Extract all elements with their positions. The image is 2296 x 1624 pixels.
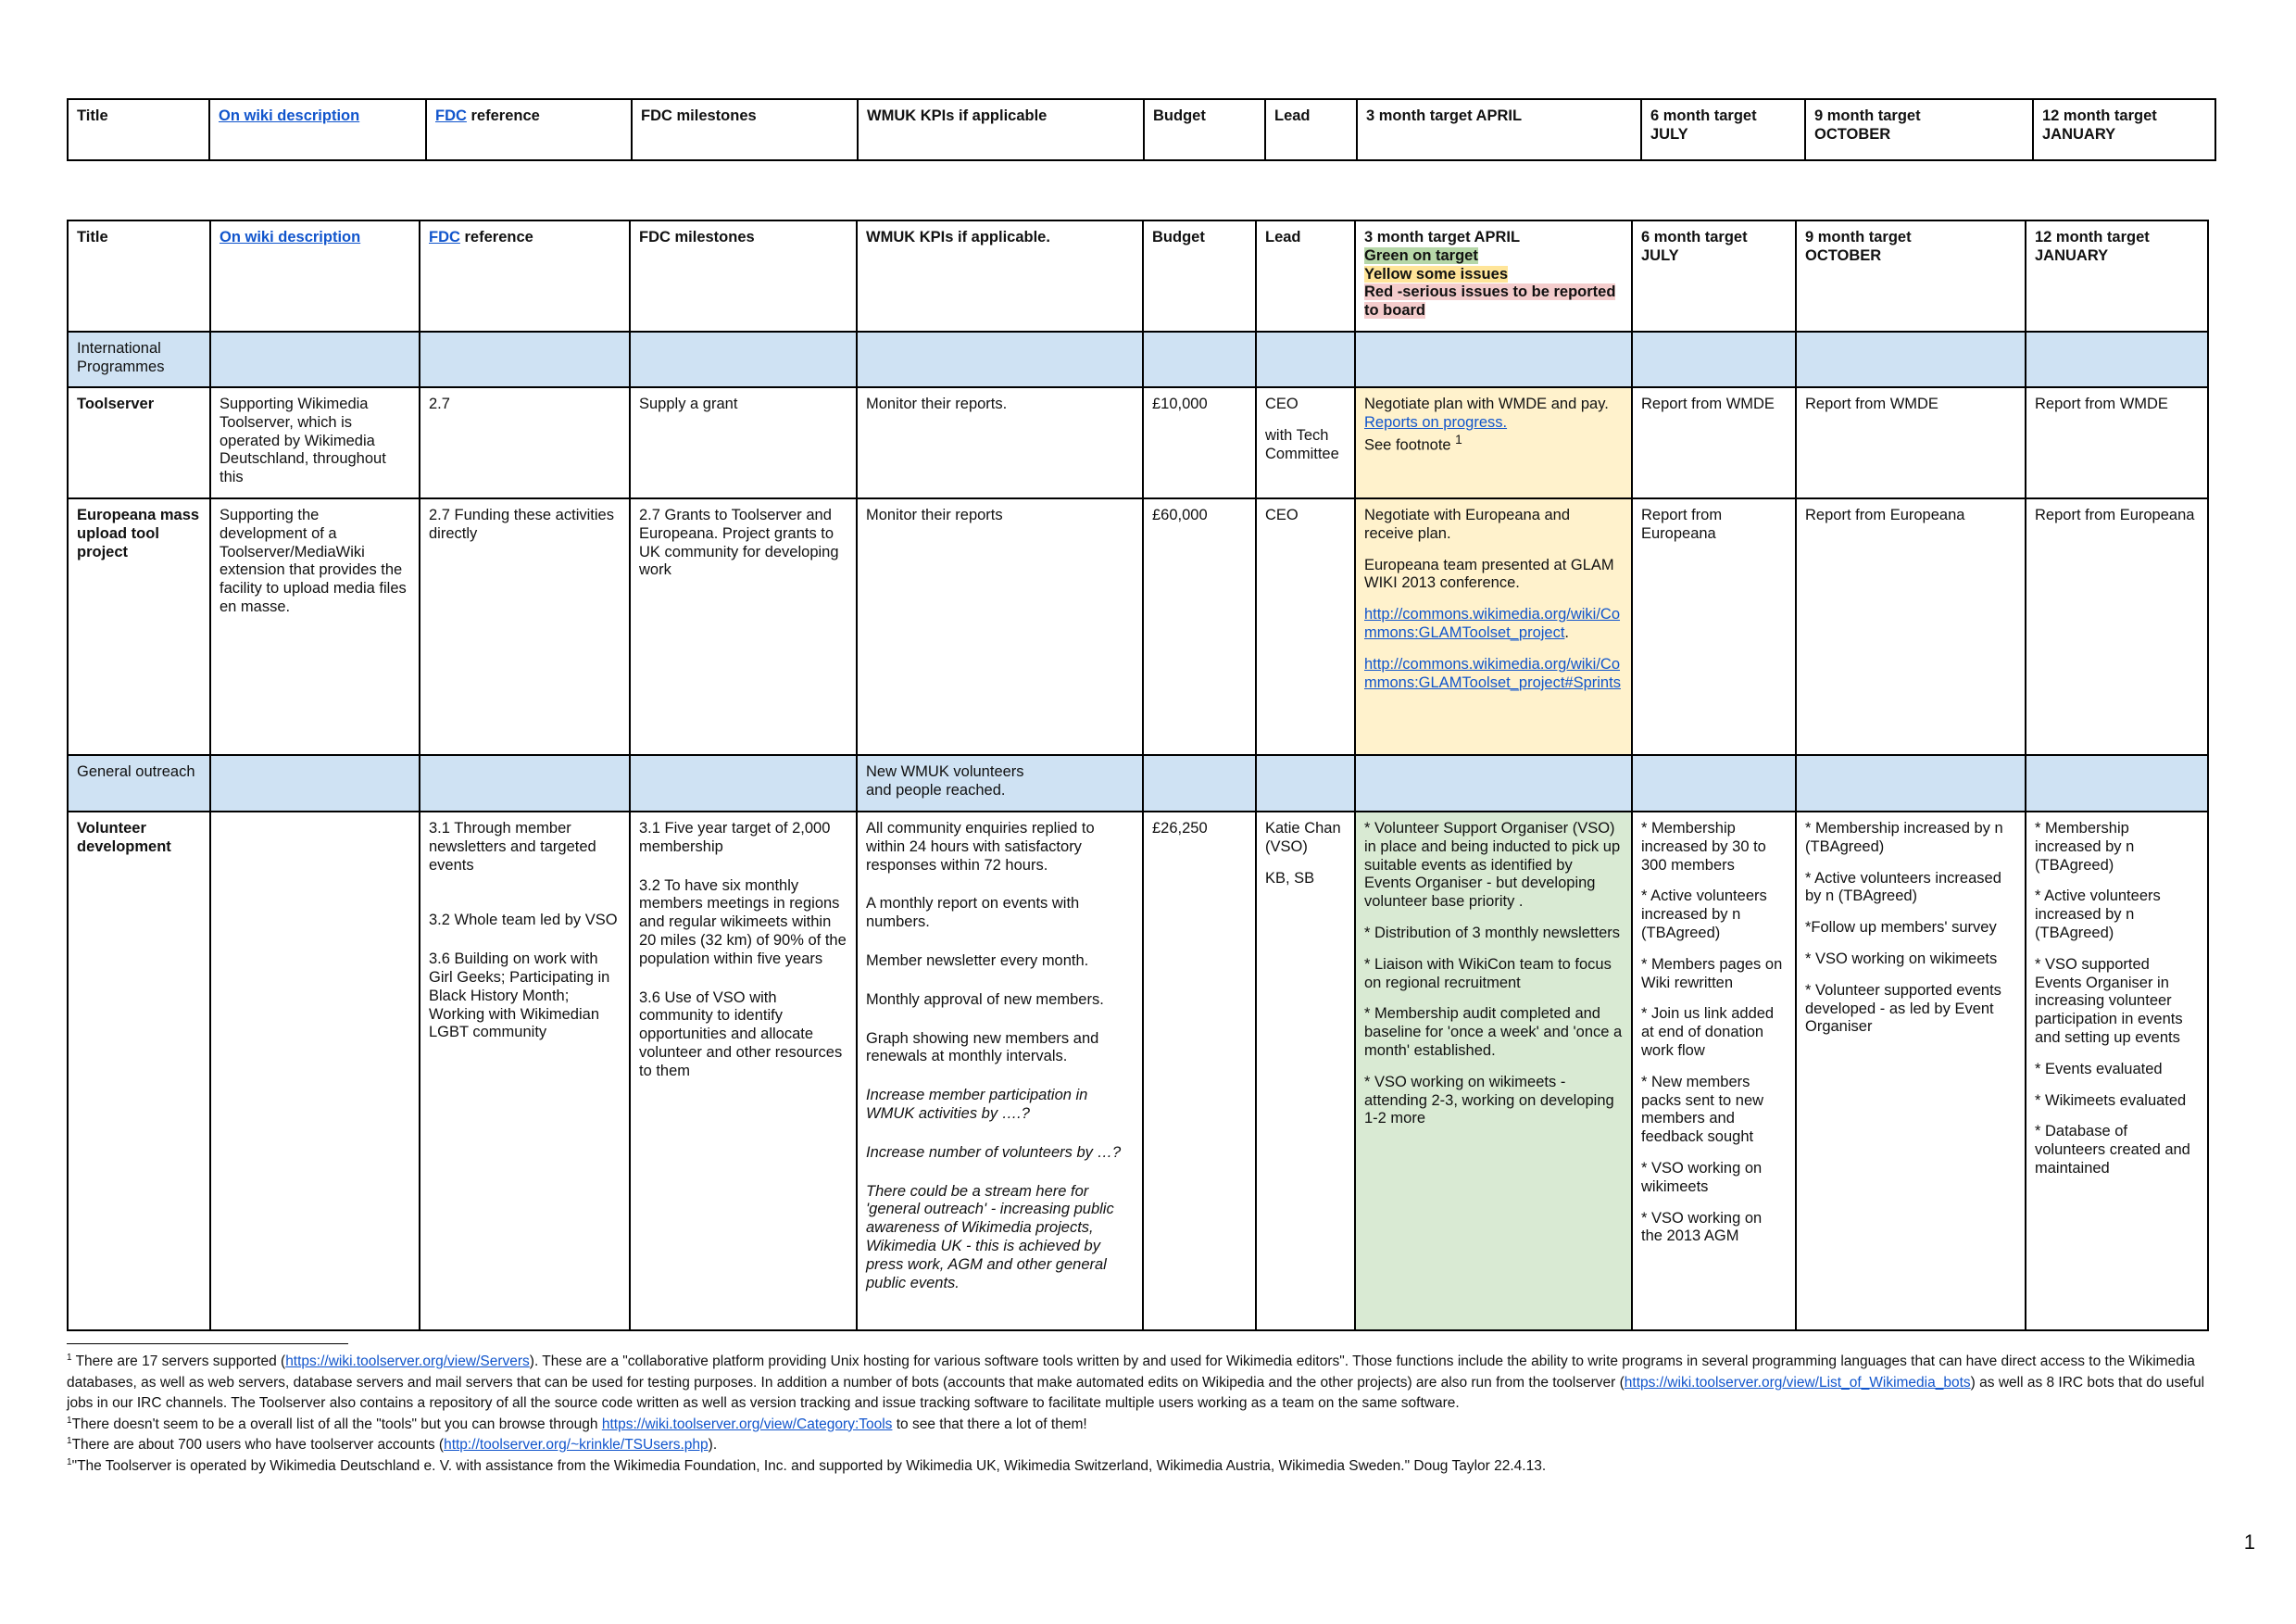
table-row-europeana	[68, 498, 2208, 755]
row-6month: Report from Europeana	[1632, 498, 1796, 755]
col-9month: 9 month target OCTOBER	[1796, 220, 2026, 332]
row-lead: CEO with Tech Committee	[1256, 387, 1355, 498]
row-fdc: 3.1 Through member newsletters and targeted events 3.2 Whole team led by VSO 3.6 Building on work with Girl Geeks; Participating in Black History Month; Working with Wikimedian LGBT community	[420, 812, 630, 1330]
col-6month: 6 month target JULY	[1641, 99, 1805, 160]
reports-link[interactable]: Reports on progress.	[1364, 413, 1508, 431]
row-6month: * Membership increased by 30 to 300 members * Active volunteers increased by n (TBAgreed) * Members pages on Wiki rewritten * Join us link added at end of donation work flow * New members packs sent to new members and feedback sought * VSO working on wikimeets * VSO working on the 2013 AGM	[1632, 812, 1796, 1330]
row-budget: £60,000	[1143, 498, 1256, 755]
col-milestones: FDC milestones	[632, 99, 858, 160]
col-3month: 3 month target APRIL	[1357, 99, 1641, 160]
col-fdc-ref: FDC reference	[426, 99, 632, 160]
col-12month: 12 month target JANUARY	[2033, 99, 2215, 160]
footnote-4: $^1$"The Toolserver is operated by Wikimedia Deutschland e. V. with assistance from the Wikimedia Foundation, Inc. and supported by Wikimedia UK, Wikimedia Switzerland, Wikimedia Austria, Wikimedia Sweden." Doug Taylor 22.4.13.	[67, 1456, 1547, 1474]
col-desc[interactable]	[209, 99, 426, 160]
col-kpis: WMUK KPIs if applicable.	[857, 220, 1143, 332]
bots-link[interactable]: https://wiki.toolserver.org/view/List_of_Wikimedia_bots	[1624, 1374, 1971, 1391]
col-kpis: WMUK KPIs if applicable	[858, 99, 1144, 160]
glamtoolset-sprints-link[interactable]: http://commons.wikimedia.org/wiki/Commons:GLAMToolset_project#Sprints	[1364, 655, 1621, 691]
section-row-international	[68, 332, 2208, 387]
row-9month: Report from Europeana	[1796, 498, 2026, 755]
col-9month: 9 month target OCTOBER	[1805, 99, 2033, 160]
legend-green: Green on target	[1364, 246, 1478, 264]
page-number: 1	[2243, 1530, 2255, 1554]
col-budget: Budget	[1143, 220, 1256, 332]
col-3month: 3 month target APRIL Green on target Yellow some issues Red -serious issues to be reported to board	[1355, 220, 1632, 332]
row-3month: Negotiate plan with WMDE and pay. Reports on progress. See footnote $^1$	[1355, 387, 1632, 498]
row-desc	[210, 812, 420, 1330]
table-row-toolserver	[68, 387, 2208, 498]
row-6month: Report from WMDE	[1632, 387, 1796, 498]
row-kpis: Monitor their reports	[857, 498, 1143, 755]
glamtoolset-link[interactable]: http://commons.wikimedia.org/wiki/Commons:GLAMToolset_project	[1364, 606, 1621, 641]
row-kpis: All community enquiries replied to within 24 hours with satisfactory responses within 72 hours. A monthly report on events with numbers. Member newsletter every month. Monthly approval of new members. Graph showing new members and renewals at monthly intervals. Increase member participation in WMUK activities by ….? Increase number of volunteers by …? There could be a stream here for 'general outreach' - increasing public awareness of Wikimedia projects, Wikimedia UK - this is achieved by press work, AGM and other general public events.	[857, 812, 1143, 1330]
fdc-link[interactable]: FDC	[435, 107, 467, 124]
row-milestones: 2.7 Grants to Toolserver and Europeana. Project grants to UK community for developing work	[630, 498, 857, 755]
main-table	[67, 220, 2209, 1331]
row-budget: £26,250	[1143, 812, 1256, 1330]
row-lead: CEO	[1256, 498, 1355, 755]
row-12month: Report from Europeana	[2026, 498, 2208, 755]
tools-link[interactable]: https://wiki.toolserver.org/view/Category:Tools	[601, 1416, 893, 1432]
row-12month: Report from WMDE	[2026, 387, 2208, 498]
footnote-2: $^1$There doesn't seem to be a overall list of all the "tools" but you can browse through https://wiki.toolserver.org/view/Category:Tools to see that there a lot of them!	[67, 1415, 1087, 1432]
row-budget: £10,000	[1143, 387, 1256, 498]
row-fdc: 2.7	[420, 387, 630, 498]
fdc-link[interactable]: FDC	[429, 229, 460, 245]
col-lead: Lead	[1265, 99, 1357, 160]
row-milestones: 3.1 Five year target of 2,000 membership 3.2 To have six monthly members meetings in regions and regular wikimeets within 20 miles (32 km) of 90% of the population within five years 3.6 Use of VSO with community to identify opportunities and allocate volunteer and other resources to them	[630, 812, 857, 1330]
row-9month: Report from WMDE	[1796, 387, 2026, 498]
legend-red: Red -serious issues to be reported to board	[1364, 283, 1616, 320]
on-wiki-link[interactable]: On wiki description	[219, 107, 360, 124]
col-budget: Budget	[1144, 99, 1265, 160]
row-title: Volunteer development	[68, 812, 210, 1330]
footnotes	[67, 1343, 2225, 1477]
row-kpis: Monitor their reports.	[857, 387, 1143, 498]
col-title: Title	[68, 99, 209, 160]
main-header-row	[68, 220, 2208, 332]
row-3month: Negotiate with Europeana and receive plan. Europeana team presented at GLAM WIKI 2013 conference. http://commons.wikimedia.org/wiki/Commons:GLAMToolset_project. http://commons.wikimedia.org/wiki/Commons:GLAMToolset_project#Sprints	[1355, 498, 1632, 755]
row-12month: * Membership increased by n (TBAgreed) * Active volunteers increased by n (TBAgreed) * VSO supported Events Organiser in increasing volunteer participation in events and setting up events * Events evaluated * Wikimeets evaluated * Database of volunteers created and maintained	[2026, 812, 2208, 1330]
col-milestones: FDC milestones	[630, 220, 857, 332]
row-desc: Supporting the development of a Toolserver/MediaWiki extension that provides the facility to upload media files en masse.	[210, 498, 420, 755]
col-6month: 6 month target JULY	[1632, 220, 1796, 332]
section-title: International Programmes	[68, 332, 210, 387]
col-title: Title	[68, 220, 210, 332]
footnote-3: $^1$There are about 700 users who have toolserver accounts (http://toolserver.org/~krinkle/TSUsers.php).	[67, 1436, 718, 1454]
legend-yellow: Yellow some issues	[1364, 265, 1508, 283]
on-wiki-link[interactable]: On wiki description	[220, 229, 361, 245]
col-desc[interactable]	[210, 220, 420, 332]
table-row-volunteer	[68, 812, 2208, 1330]
col-lead: Lead	[1256, 220, 1355, 332]
row-3month: * Volunteer Support Organiser (VSO) in place and being inducted to pick up suitable events as identified by Events Organiser - but developing volunteer base priority . * Distribution of 3 monthly newsletters * Liaison with WikiCon team to focus on regional recruitment * Membership audit completed and baseline for 'once a week' and 'once a month' established. * VSO working on wikimeets - attending 2-3, working on developing 1-2 more	[1355, 812, 1632, 1330]
row-milestones: Supply a grant	[630, 387, 857, 498]
col-fdc-ref: FDC reference	[420, 220, 630, 332]
col-12month: 12 month target JANUARY	[2026, 220, 2208, 332]
tsusers-link[interactable]: http://toolserver.org/~krinkle/TSUsers.php	[444, 1437, 709, 1454]
row-9month: * Membership increased by n (TBAgreed) * Active volunteers increased by n (TBAgreed) *Follow up members' survey * VSO working on wikimeets * Volunteer supported events developed - as led by Event Organiser	[1796, 812, 2026, 1330]
servers-link[interactable]: https://wiki.toolserver.org/view/Servers	[285, 1353, 530, 1370]
row-lead: Katie Chan (VSO) KB, SB	[1256, 812, 1355, 1330]
row-title: Europeana mass upload tool project	[68, 498, 210, 755]
footnote-1: $^1$ There are 17 servers supported (https://wiki.toolserver.org/view/Servers). These are a "collaborative platform providing Unix hosting for various software tools written by and used for Wikimedia editors". Those functions include the ability to write programs in several programming languages that can have direct access to the Wikimedia databases, as well as web servers, database servers and mail servers that can be used for testing purposes. In addition a number of bots (accounts that make automated edits on Wikipedia and the other projects) are also run from the toolserver (https://wiki.toolserver.org/view/List_of_Wikimedia_bots) as well as 8 IRC bots that do useful jobs in our IRC channels. The Toolserver also contains a repository of all the source code written as well as version tracking and issue tracking software to facilitate multiple users working as a team on the same software.	[67, 1353, 2205, 1412]
row-title: Toolserver	[68, 387, 210, 498]
footnote-ref[interactable]: 1	[1455, 432, 1462, 447]
footnote-rule	[67, 1343, 348, 1344]
header-table	[67, 98, 2216, 161]
section-kpi: New WMUK volunteers and people reached.	[857, 755, 1143, 812]
row-desc: Supporting Wikimedia Toolserver, which is operated by Wikimedia Deutschland, throughout this	[210, 387, 420, 498]
section-row-outreach	[68, 755, 2208, 812]
section-title: General outreach	[68, 755, 210, 812]
row-fdc: 2.7 Funding these activities directly	[420, 498, 630, 755]
